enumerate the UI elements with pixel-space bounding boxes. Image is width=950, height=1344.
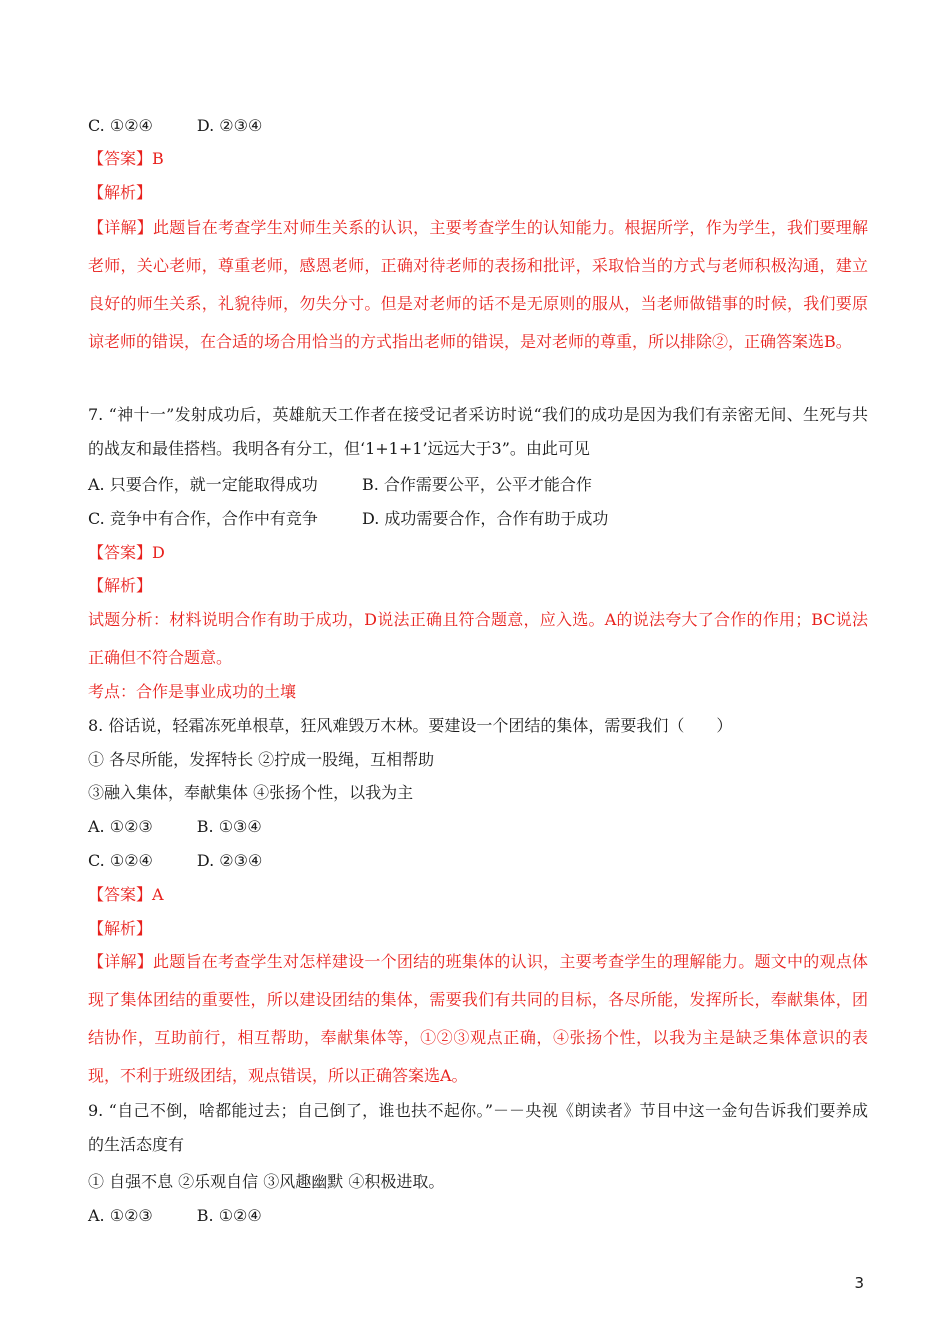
q8-options-cd [88, 850, 262, 872]
q8-items-3-4: ③融入集体，奉献集体 ④张扬个性，以我为主 [88, 783, 414, 802]
q6-analysis-label: 【解析】 [88, 183, 153, 202]
q7-option-c: C. 竞争中有合作，合作中有竞争 [88, 509, 318, 528]
q8-analysis-label: 【解析】 [88, 919, 153, 938]
q6-analysis-text: 【详解】此题旨在考查学生对师生关系的认识，主要考查学生的认知能力。根据所学，作为学生，我们要理解老师，关心老师，尊重老师，感恩老师，正确对待老师的表扬和批评，采取恰当的方式与老师积极沟通，建立良好的师生关系，礼貌待师，勿失分寸。但是对老师的话不是无原则的服从，当老师做错事的时候，我们要原谅老师的错误，在合适的场合用恰当的方式指出老师的错误，是对老师的尊重，所以排除②，正确答案选B。 [88, 218, 868, 351]
q8-options-ab [88, 816, 262, 838]
q7-option-d: D. 成功需要合作，合作有助于成功 [362, 509, 609, 528]
q8-answer: 【答案】A [88, 885, 164, 904]
q8-option-d: D. ②③④ [196, 851, 263, 870]
q8-option-b: B. ①③④ [196, 817, 262, 836]
q7-stem: 7. “神十一”发射成功后，英雄航天工作者在接受记者采访时说“我们的成功是因为我们有亲密无间、生死与共的战友和最佳搭档。我明各有分工，但‘1+1+1’远远大于3”。由此可见 [88, 405, 868, 458]
q7-kaodian: 考点：合作是事业成功的土壤 [88, 682, 297, 701]
q7-options-cd [88, 508, 608, 530]
q7-options-ab [88, 474, 592, 496]
q8-items-1-2: ① 各尽所能，发挥特长 ②拧成一股绳，互相帮助 [88, 750, 435, 769]
q7-answer: 【答案】D [88, 543, 165, 562]
q7-analysis-text: 试题分析：材料说明合作有助于成功，D说法正确且符合题意，应入选。A的说法夸大了合作的作用；BC说法正确但不符合题意。 [88, 610, 868, 667]
q6-option-d: D. ②③④ [196, 116, 263, 135]
page-number: 3 [854, 1274, 864, 1292]
q7-option-b: B. 合作需要公平，公平才能合作 [362, 475, 592, 494]
q6-option-c: C. ①②④ [88, 116, 153, 135]
q9-option-b: B. ①②④ [196, 1206, 262, 1225]
q7-option-a: A. 只要合作，就一定能取得成功 [88, 475, 318, 494]
q6-options-cd [88, 115, 262, 137]
q9-stem: 9. “自己不倒，啥都能过去；自己倒了，谁也扶不起你。”－－央视《朗读者》节目中这一金句告诉我们要养成的生活态度有 [88, 1101, 868, 1154]
q8-option-a: A. ①②③ [88, 817, 153, 836]
q7-analysis-label: 【解析】 [88, 576, 153, 595]
q9-option-a: A. ①②③ [88, 1206, 153, 1225]
q8-analysis-text: 【详解】此题旨在考查学生对怎样建设一个团结的班集体的认识，主要考查学生的理解能力。题文中的观点体现了集体团结的重要性，所以建设团结的集体，需要我们有共同的目标，各尽所能，发挥所长，奉献集体，团结协作，互助前行，相互帮助，奉献集体等，①②③观点正确，④张扬个性，以我为主是缺乏集体意识的表现，不利于班级团结，观点错误，所以正确答案选A。 [88, 952, 868, 1085]
q6-answer: 【答案】B [88, 149, 164, 168]
q8-stem: 8. 俗话说，轻霜冻死单根草，狂风难毁万木林。要建设一个团结的集体，需要我们（ ） [88, 716, 733, 735]
q9-options-ab [88, 1205, 262, 1227]
q8-option-c: C. ①②④ [88, 851, 153, 870]
q9-items: ① 自强不息 ②乐观自信 ③风趣幽默 ④积极进取。 [88, 1172, 445, 1191]
